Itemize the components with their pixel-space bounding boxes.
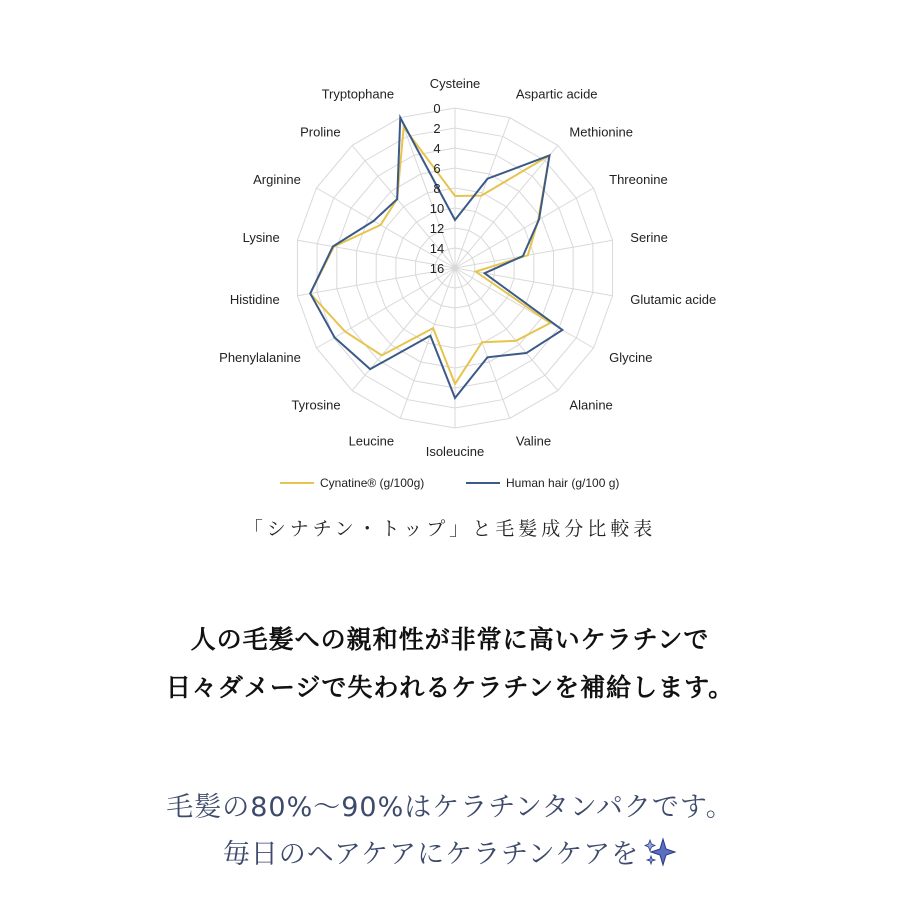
axis-label: Lysine xyxy=(242,230,280,246)
tick-label: 16 xyxy=(429,261,445,276)
legend-item-human-hair xyxy=(466,476,619,490)
tick-label: 0 xyxy=(433,101,441,116)
axis-label: Threonine xyxy=(609,172,668,187)
axis-label: Tyrosine xyxy=(291,397,341,413)
axis-label: Alanine xyxy=(569,397,613,413)
grid-spoke xyxy=(352,268,455,391)
axis-label: Tryptophane xyxy=(321,86,395,102)
axis-label: Serine xyxy=(630,230,668,246)
grid-spoke xyxy=(455,268,558,391)
legend-swatch-human-hair xyxy=(466,482,500,484)
axis-label: Phenylalanine xyxy=(219,350,301,365)
axis-label: Glutamic acide xyxy=(630,291,717,307)
tick-label: 6 xyxy=(433,161,441,176)
headline-line-2: 日々ダメージで失われるケラチンを補給します。 xyxy=(165,673,735,702)
tick-label: 8 xyxy=(433,181,441,196)
grid-spoke xyxy=(400,118,455,268)
axis-label: Valine xyxy=(515,433,552,449)
legend-label-human-hair: Human hair (g/100 g) xyxy=(506,476,620,490)
grid-spoke xyxy=(455,118,510,268)
sub-line-1: 毛髪の80%〜90%はケラチンタンパクです。 xyxy=(166,792,734,823)
axis-label: Glycine xyxy=(609,350,653,365)
axis-label: Proline xyxy=(300,124,341,140)
axis-label: Leucine xyxy=(348,433,395,449)
axis-label: Methionine xyxy=(569,124,634,140)
sub-line-2 xyxy=(0,832,900,871)
axis-label: Aspartic acide xyxy=(515,86,598,102)
headline-line-1: 人の毛髪への親和性が非常に高いケラチンで xyxy=(190,625,710,654)
chart-caption: 「シナチン・トップ」と毛髪成分比較表 xyxy=(243,518,657,540)
tick-label: 14 xyxy=(429,241,445,256)
axis-label: Arginine xyxy=(253,172,301,187)
axis-label: Cysteine xyxy=(429,76,481,91)
chart-legend xyxy=(0,476,900,496)
grid-spoke xyxy=(400,268,455,418)
sparkles-icon xyxy=(643,837,677,867)
axis-label: Isoleucine xyxy=(425,444,485,459)
series-line-human-hair xyxy=(310,118,562,398)
sub-line-2-text: 毎日のヘアケアにケラチンケアを xyxy=(222,839,640,870)
legend-swatch-cynatine xyxy=(280,482,314,484)
grid-spoke xyxy=(455,145,558,268)
tick-label: 4 xyxy=(433,141,441,156)
legend-item-cynatine xyxy=(280,476,424,490)
radar-grid xyxy=(297,108,612,428)
tick-label: 12 xyxy=(429,221,445,236)
tick-label: 10 xyxy=(429,201,445,216)
axis-label: Histidine xyxy=(229,291,280,307)
legend-label-cynatine: Cynatine® (g/100g) xyxy=(320,476,425,490)
tick-label: 2 xyxy=(433,121,441,136)
